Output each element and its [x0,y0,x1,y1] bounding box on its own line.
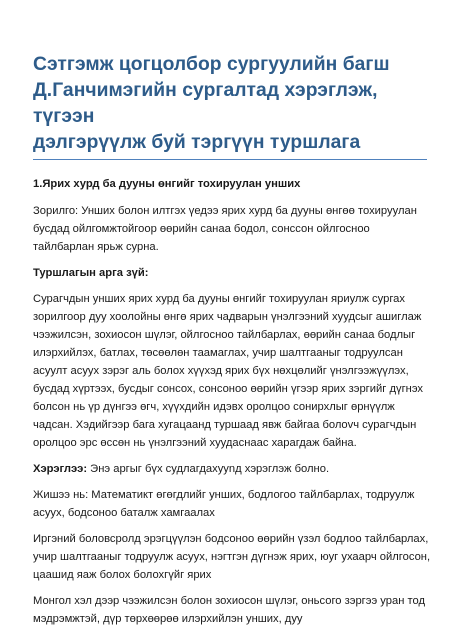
usage-label: Хэрэглээ: [33,463,88,475]
civics-paragraph: Иргэний боловсролд эрэгцүүлэн бодсоноо өөрийн үзэл бодлоо тайлбарлах, учир шалтгааныг тодруулж асуух, нэгтгэн дүгнэж ярих, юуг ухаарч ойлгосон, цаашид яаж болох болохгүйг ярих [33,533,431,581]
method-paragraph: Сурагчдын унших ярих хурд ба дууны өнгийг тохируулан яриулж сургах зорилгоор дуу хоолойны өнгө ярих чадварын үнэлгээний хуудсыг ашиглаж чээжилсэн, зохиосон шүлэг, ойлгосноо тайлбарлах, өөрийн санаа бодлыг илэрхийлэх, батлах, төсөөлөн таамаглах, учир шалтгааныг тодруулсан асуулт асуух зэрэг аль болох хүүхэд ярих бүх нөхцөлийг үнэлгээжүүлэх, бусдад хүртээх, бусдыг сонсох, сонсоноо өөрийн үгээр ярих зэргийг дүгнэх болсон нь үр дүнгээ өгч, хүүхдийн идэвх оролцоо сонирхлыг өрнүүлж чадсан. Хэдийгээр бага хугацаанд туршаад явж байгаа болovч сурагчдын оролцоо эрс өссөн нь үнэлгээний хуудаснаас харагдаж байна. [33,293,424,449]
mongolian-paragraph: Монгол хэл дээр чээжилсэн болон зохиосон шүлэг, оньсого зэргээ уран тод мэдрэмжтэй, дүр төрхөөрөө илэрхийлэн унших, дуу [33,595,425,625]
document-body [33,175,431,628]
title-divider [33,159,427,160]
document-title: Сэтгэмж цогцолбор сургуулийн багш Д.Ганчимэгийн сургалтад хэрэглэж, түгээн дэлгэрүүлж буй тэргүүн туршлага [33,54,390,153]
example-paragraph: Жишээ нь: Математикт өгөгдлийг унших, бодлогоо тайлбарлах, тодруулж асуух, бодсоноо баталж хамгаалах [33,489,415,519]
method-heading: Туршлагын арга зүй: [33,267,149,279]
goal-paragraph: Зорилго: Унших болон илтгэх үедээ ярих хурд ба дууны өнгөө тохируулан бусдад ойлгомжтойгоор өөрийн санаа бодол, сонссон ойлгосноо тайлбарлан ярьж сурна. [33,205,417,253]
usage-paragraph [33,460,431,478]
usage-text: Энэ аргыг бүх судлагдахууnд хэрэглэж болно. [87,463,330,475]
section-heading: 1.Ярих хурд ба дууны өнгийг тохируулан унших [33,178,301,190]
